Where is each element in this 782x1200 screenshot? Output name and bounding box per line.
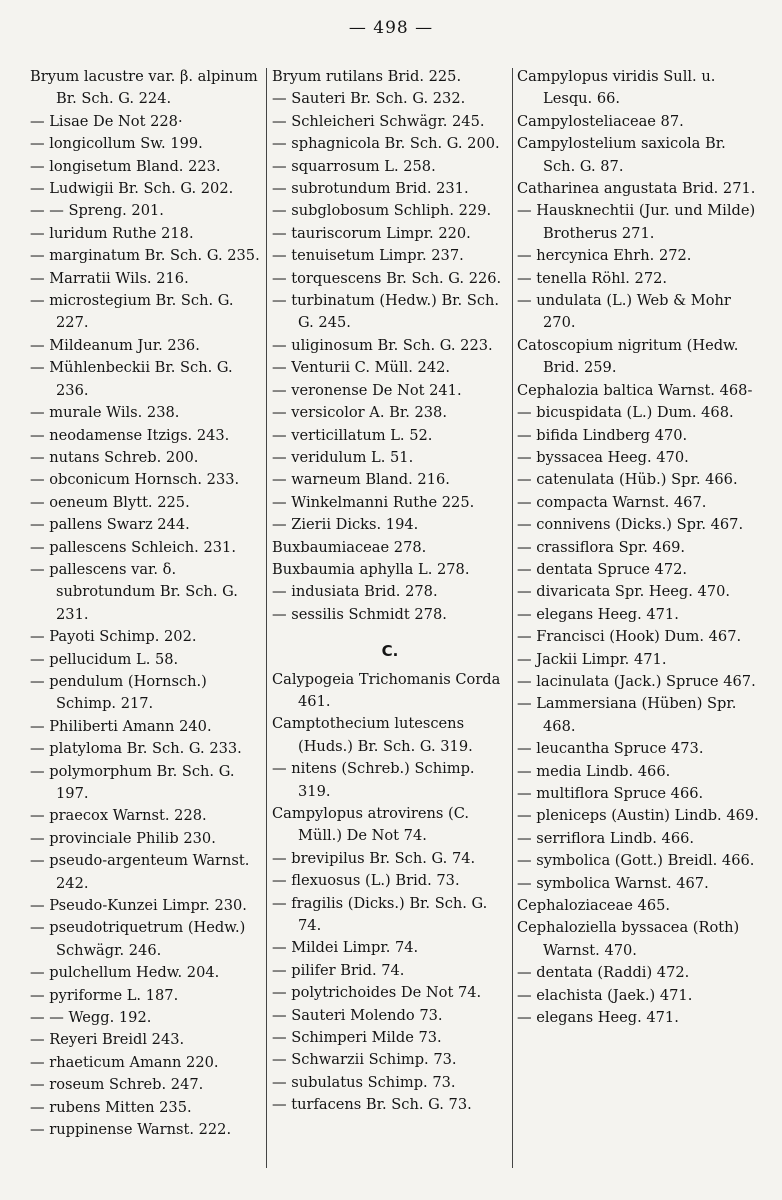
index-column-3 [517, 66, 761, 1176]
index-entry: — uliginosum Br. Sch. G. 223. [272, 336, 493, 354]
index-entry: — tenuisetum Limpr. 237. [272, 247, 464, 265]
index-entry: — praecox Warnst. 228. [30, 807, 207, 825]
column-divider [512, 68, 513, 1168]
index-entry: — symbolica (Gott.) Breidl. 466. [517, 852, 755, 870]
index-entry: — divaricata Spr. Heeg. 470. [517, 583, 731, 601]
index-entry: — symbolica Warnst. 467. [517, 874, 709, 892]
index-entry: — elegans Heeg. 471. [517, 605, 679, 623]
index-entry: — rubens Mitten 235. [30, 1098, 192, 1116]
index-entry: — Philiberti Amann 240. [30, 717, 212, 735]
index-entry: — versicolor A. Br. 238. [272, 404, 447, 422]
index-entry: — fragilis (Dicks.) Br. Sch. G. 74. [272, 894, 488, 935]
index-entry: — Lisae De Not 228· [30, 112, 183, 130]
index-entry: — nutans Schreb. 200. [30, 448, 199, 466]
index-entry: — Mühlenbeckii Br. Sch. G. 236. [30, 359, 233, 399]
index-entry: — crassiflora Spr. 469. [517, 538, 686, 556]
index-entry: — subulatus Schimp. 73. [272, 1073, 456, 1091]
index-entry: — pallescens var. δ. subrotundum Br. Sch. G. 231. [30, 560, 238, 623]
index-entry: — Pseudo-Kunzei Limpr. 230. [30, 897, 247, 915]
index-entry: — Mildei Limpr. 74. [272, 939, 419, 957]
index-entry: Camptothecium lutescens (Huds.) Br. Sch. G. 319. [272, 715, 473, 755]
index-entry: — byssacea Heeg. 470. [517, 448, 689, 466]
index-entry: — flexuosus (L.) Brid. 73. [272, 872, 460, 890]
index-entry: — Marratii Wils. 216. [30, 269, 189, 287]
index-entry: Cephalozia baltica Warnst. 468- [517, 381, 753, 399]
index-entry: — undulata (L.) Web & Mohr 270. [517, 292, 731, 332]
index-entry: — tauriscorum Limpr. 220. [272, 224, 471, 242]
index-entry: Buxbaumia aphylla L. 278. [272, 560, 470, 578]
index-entry: — warneum Bland. 216. [272, 471, 450, 489]
index-entry: — Schimperi Milde 73. [272, 1029, 442, 1047]
index-entry: — longicollum Sw. 199. [30, 135, 203, 153]
index-entry: — leucantha Spruce 473. [517, 740, 704, 758]
index-entry: — subrotundum Brid. 231. [272, 180, 469, 198]
index-entry: — Francisci (Hook) Dum. 467. [517, 628, 742, 646]
index-column-2-bottom [272, 669, 508, 1117]
index-entry: — Schleicheri Schwägr. 245. [272, 112, 485, 130]
index-entry: Bryum rutilans Brid. 225. [272, 68, 462, 85]
index-entry: — turbinatum (Hedw.) Br. Sch. G. 245. [272, 292, 500, 332]
index-entry: — tenella Röhl. 272. [517, 269, 668, 287]
index-entry: — polymorphum Br. Sch. G. 197. [30, 762, 235, 802]
index-entry: Cephaloziaceae 465. [517, 897, 671, 915]
index-entry: — bicuspidata (L.) Dum. 468. [517, 404, 734, 422]
index-entry: — Venturii C. Müll. 242. [272, 359, 451, 377]
index-entry: — pilifer Brid. 74. [272, 961, 405, 979]
index-entry: Buxbaumiaceae 278. [272, 538, 427, 556]
index-entry: — pleniceps (Austin) Lindb. 469. [517, 807, 759, 825]
index-entry: — Lammersiana (Hüben) Spr. 468. [517, 695, 737, 735]
index-entry: — obconicum Hornsch. 233. [30, 471, 240, 489]
index-entry: — longisetum Bland. 223. [30, 157, 221, 175]
index-entry: — veronense De Not 241. [272, 381, 462, 399]
index-entry: Campylopus viridis Sull. u. Lesqu. 66. [517, 68, 716, 108]
index-entry: — dentata Spruce 472. [517, 560, 688, 578]
index-entry: — Winkelmanni Ruthe 225. [272, 493, 475, 511]
index-entry: — pellucidum L. 58. [30, 650, 179, 668]
index-entry: — roseum Schreb. 247. [30, 1076, 204, 1094]
index-entry: — microstegium Br. Sch. G. 227. [30, 292, 234, 332]
index-entry: — pseudotriquetrum (Hedw.) Schwägr. 246. [30, 919, 246, 959]
index-entry: — brevipilus Br. Sch. G. 74. [272, 849, 476, 867]
index-entry: — compacta Warnst. 467. [517, 493, 707, 511]
index-entry: — platyloma Br. Sch. G. 233. [30, 740, 242, 758]
index-entry: — nitens (Schreb.) Schimp. 319. [272, 760, 475, 800]
index-entry: — connivens (Dicks.) Spr. 467. [517, 516, 744, 534]
index-column-1 [30, 66, 262, 1176]
index-entry: — polytrichoides De Not 74. [272, 984, 482, 1002]
index-entry: — torquescens Br. Sch. G. 226. [272, 269, 502, 287]
index-entry: — catenulata (Hüb.) Spr. 466. [517, 471, 738, 489]
page-number: — 498 — [348, 18, 434, 38]
index-entry: — provinciale Philib 230. [30, 829, 216, 847]
index-entry: — Payoti Schimp. 202. [30, 628, 197, 646]
index-entry: — Jackii Limpr. 471. [517, 650, 667, 668]
index-entry: — bifida Lindberg 470. [517, 426, 688, 444]
index-entry: — neodamense Itzigs. 243. [30, 426, 230, 444]
section-letter: C. [381, 642, 399, 661]
index-entry: Campylopus atrovirens (C. Müll.) De Not 74. [272, 805, 469, 845]
index-entry: — Ludwigii Br. Sch. G. 202. [30, 180, 234, 198]
index-entry: — pulchellum Hedw. 204. [30, 964, 220, 982]
index-entry: — turfacens Br. Sch. G. 73. [272, 1096, 472, 1114]
index-entry: — — Wegg. 192. [30, 1009, 152, 1027]
index-entry: Campylosteliaceae 87. [517, 112, 684, 130]
index-entry: — Sauteri Br. Sch. G. 232. [272, 90, 466, 108]
index-entry: — Schwarzii Schimp. 73. [272, 1051, 457, 1069]
index-entry: Campylostelium saxicola Br. Sch. G. 87. [517, 135, 726, 175]
index-entry: — Reyeri Breidl 243. [30, 1031, 185, 1049]
index-entry: — sphagnicola Br. Sch. G. 200. [272, 135, 500, 153]
index-entry: — Zierii Dicks. 194. [272, 516, 419, 534]
index-entry: — pallens Swarz 244. [30, 516, 190, 534]
index-entry: — elegans Heeg. 471. [517, 1009, 679, 1027]
index-entry: — pendulum (Hornsch.) Schimp. 217. [30, 672, 207, 713]
index-entry: — serriflora Lindb. 466. [517, 829, 695, 847]
index-entry: — subglobosum Schliph. 229. [272, 202, 492, 220]
index-entry: — Sauteri Molendo 73. [272, 1006, 443, 1024]
index-entry: — squarrosum L. 258. [272, 157, 436, 175]
index-column-2-top [272, 66, 508, 626]
index-entry: Catharinea angustata Brid. 271. [517, 180, 756, 198]
index-entry: — — Spreng. 201. [30, 202, 164, 220]
index-entry: Calypogeia Trichomanis Corda 461. [272, 670, 501, 710]
index-entry: Cephaloziella byssacea (Roth) Warnst. 470. [517, 919, 740, 959]
index-entry: — pseudo-argenteum Warnst. 242. [30, 852, 250, 892]
index-entry: — multiflora Spruce 466. [517, 785, 704, 802]
index-entry: — veridulum L. 51. [272, 448, 414, 466]
index-entry: — Mildeanum Jur. 236. [30, 336, 200, 354]
index-entry: — indusiata Brid. 278. [272, 583, 438, 601]
index-entry: — murale Wils. 238. [30, 404, 180, 422]
index-entry: — luridum Ruthe 218. [30, 224, 194, 242]
index-entry: — pyriforme L. 187. [30, 986, 179, 1004]
column-divider [266, 68, 267, 1168]
index-entry: Catoscopium nigritum (Hedw. Brid. 259. [517, 336, 739, 377]
index-entry: — oeneum Blytt. 225. [30, 493, 190, 511]
index-entry: — ruppinense Warnst. 222. [30, 1121, 232, 1139]
index-entry: — rhaeticum Amann 220. [30, 1053, 219, 1071]
index-column-2 [272, 66, 508, 1176]
index-entry: — dentata (Raddi) 472. [517, 964, 690, 982]
index-entry: — sessilis Schmidt 278. [272, 605, 447, 623]
index-entry: — pallescens Schleich. 231. [30, 538, 236, 556]
index-entry: — hercynica Ehrh. 272. [517, 247, 692, 265]
index-entry: — elachista (Jaek.) 471. [517, 986, 693, 1004]
index-entry: — verticillatum L. 52. [272, 426, 433, 444]
index-entry: — marginatum Br. Sch. G. 235. [30, 247, 260, 265]
index-entry: — Hausknechtii (Jur. und Milde) Brotherus 271. [517, 202, 756, 242]
index-entry: Bryum lacustre var. β. alpinum Br. Sch. G. 224. [30, 68, 258, 108]
index-entry: — media Lindb. 466. [517, 762, 671, 780]
index-entry: — lacinulata (Jack.) Spruce 467. [517, 672, 756, 690]
